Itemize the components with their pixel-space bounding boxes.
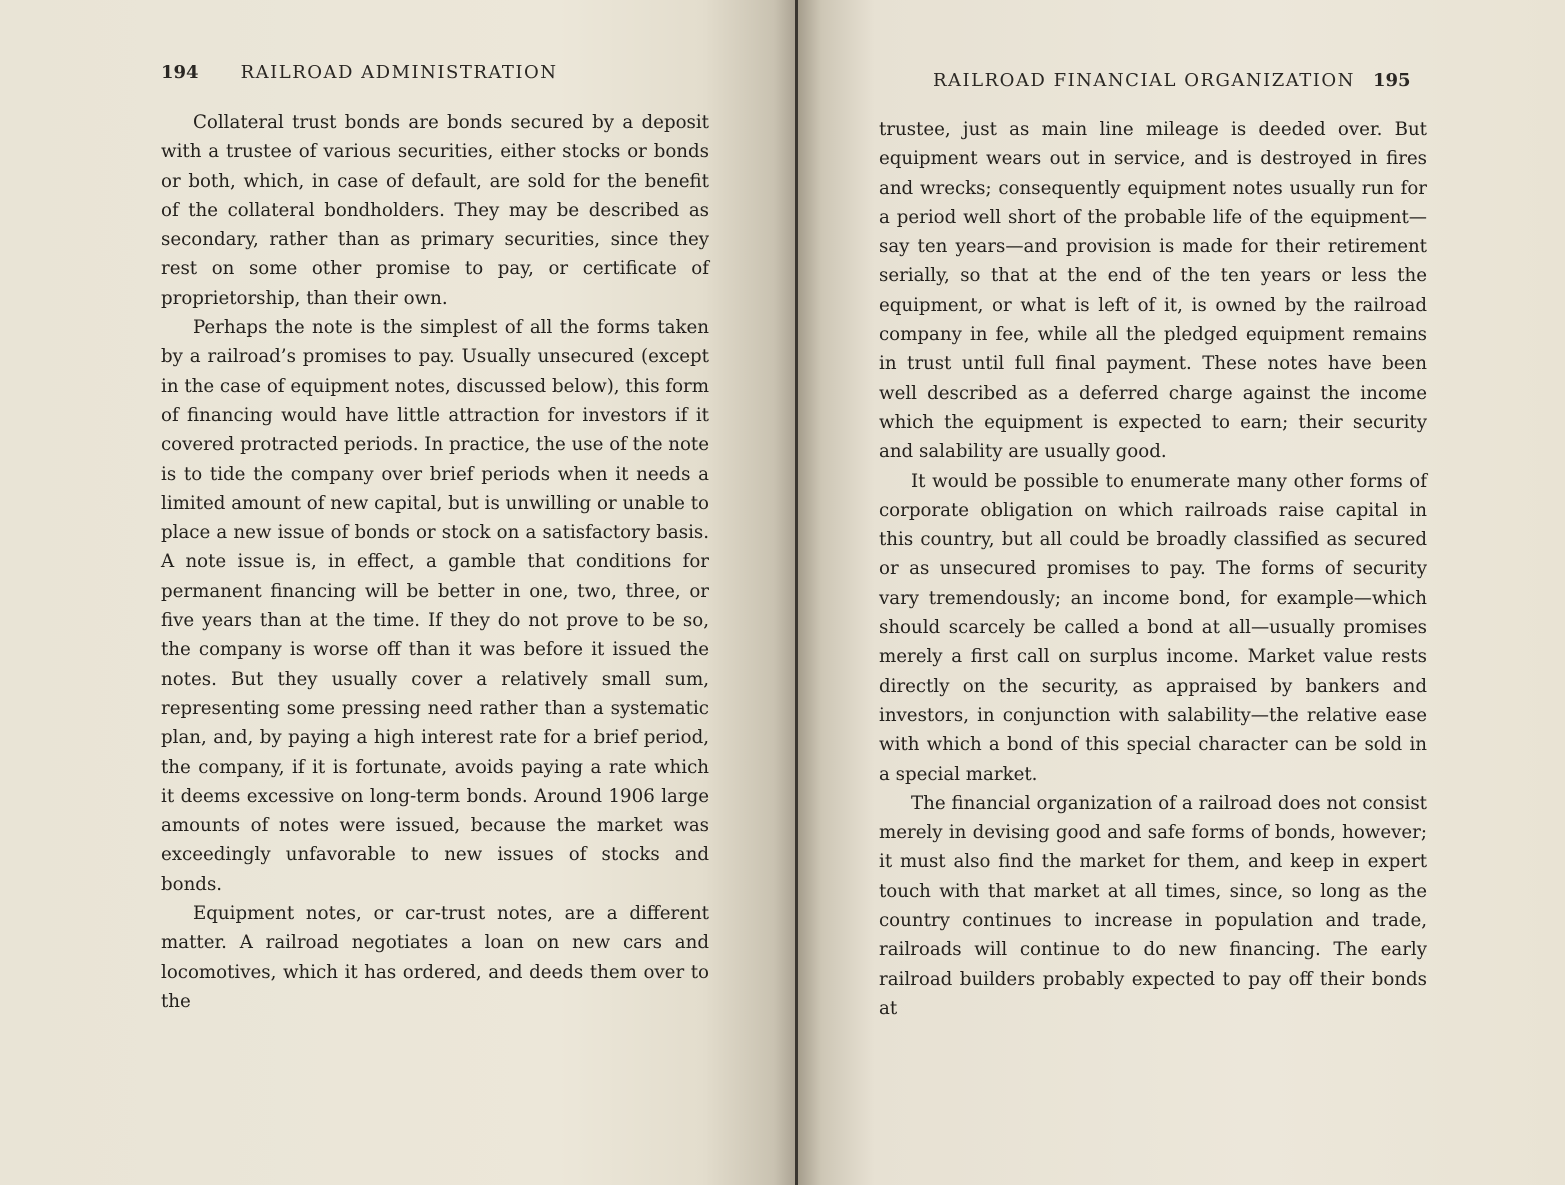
left-paragraph-notes: Perhaps the note is the simplest of all the forms taken by a railroad’s promises to pay. Usually unsecured (except in the case of equipment notes, discussed below), this form of financing would have little attraction for investors if it covered protracted periods. In practice, the use of the note is to tide the company over brief periods when it needs a limited amount of new capital, but is unwilling or unable to place a new issue of bonds or stock on a satisfactory basis. A note issue is, in effect, a gamble that conditions for permanent financing will be better in one, two, three, or five years than at the time. If they do not prove to be so, the company is worse off than it was before it issued the notes. But they usually cover a relatively small sum, representing some pressing need rather than a systematic plan, and, by paying a high interest rate for a brief period, the company, if it is fortunate, avoids paying a rate which it deems excessive on long-term bonds. Around 1906 large amounts of notes were issued, because the market was exceedingly unfavorable to new issues of stocks and bonds.	[161, 317, 709, 895]
right-page-header	[933, 70, 1411, 91]
left-page-number: 194	[161, 62, 199, 83]
left-page-body	[161, 108, 709, 1016]
left-paragraph-collateral-trust: Collateral trust bonds are bonds secured by a deposit with a trustee of various securities, either stocks or bonds or both, which, in case of default, are sold for the benefit of the collateral bondholders. They may be described as secondary, rather than as primary securities, since they rest on some other promise to pay, or certificate of proprietorship, than their own.	[161, 112, 709, 309]
left-page-header	[161, 62, 558, 83]
left-running-head: RAILROAD ADMINISTRATION	[240, 62, 558, 83]
right-page-number: 195	[1372, 70, 1411, 91]
left-paragraph-equipment-notes: Equipment notes, or car-trust notes, are a different matter. A railroad negotiates a loan on new cars and locomotives, which it has ordered, and deeds them over to the	[161, 903, 709, 1012]
right-page-body	[879, 115, 1427, 1023]
right-paragraph-financial-organization: The financial organization of a railroad does not consist merely in devising good and safe forms of bonds, however; it must also find the market for them, and keep in expert touch with that market at all times, since, so long as the country continues to increase in population and trade, railroads will continue to do new financing. The early railroad builders probably expected to pay off their bonds at	[879, 792, 1427, 1019]
right-paragraph-continued: trustee, just as main line mileage is deeded over. But equipment wears out in service, and is destroyed in fires and wrecks; consequently equipment notes usually run for a period well short of the probable life of the equipment—say ten years—and provision is made for their retirement serially, so that at the end of the ten years or less the equipment, or what is left of it, is owned by the railroad company in fee, while all the pledged equipment remains in trust until full final payment. These notes have been well described as a deferred charge against the income which the equipment is expected to earn; their security and salability are usually good.	[879, 119, 1427, 463]
right-paragraph-other-forms: It would be possible to enumerate many other forms of corporate obligation on which railroads raise capital in this country, but all could be broadly classified as secured or as unsecured promises to pay. The forms of security vary tremendously; an income bond, for example—which should scarcely be called a bond at all—usually promises merely a first call on surplus income. Market value rests directly on the security, as appraised by bankers and investors, in conjunction with salability—the relative ease with which a bond of this special character can be sold in a special market.	[879, 470, 1427, 785]
right-running-head: RAILROAD FINANCIAL ORGANIZATION	[933, 70, 1355, 91]
